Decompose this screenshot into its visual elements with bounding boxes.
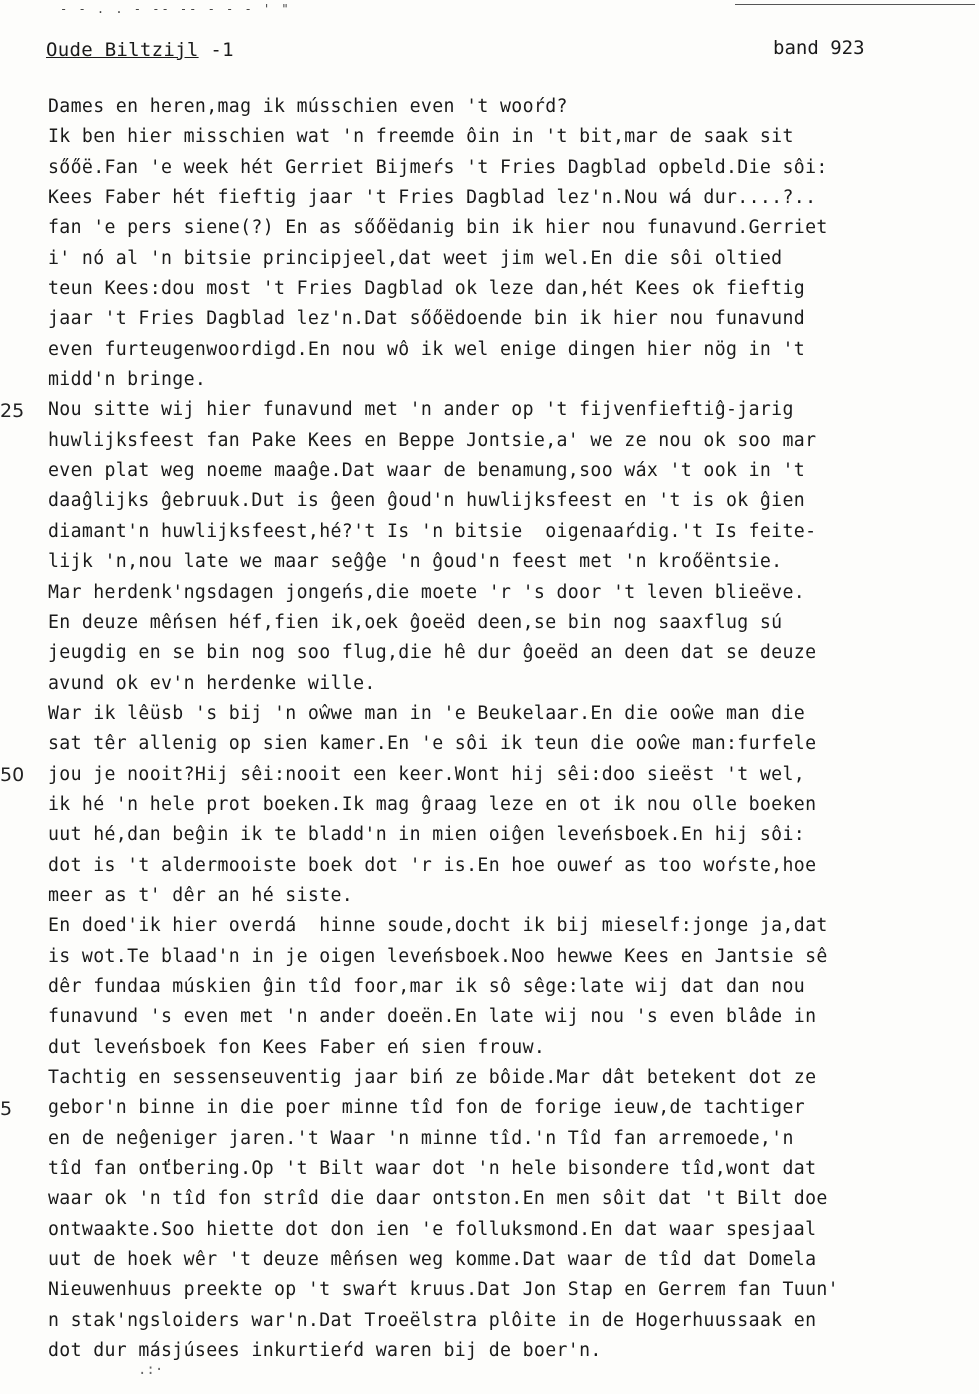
document-title [46,39,234,61]
document-title-page-number: -1 [198,39,234,61]
band-number: band 923 [773,37,865,59]
text-line: waar ok 'n tîd fon strîd die daar ontston.En men sôit dat 't Bilt doe [48,1188,828,1210]
text-line: Nou sitte wij hier funavund met 'n ander op 't fijvenfieftiĝ-jarig [48,399,794,421]
text-line: War ik lêüsb 's bij 'n oŵwe man in 'e Beukelaar.En die ooŵe man die [48,702,806,724]
text-line: midd'n bringe. [48,369,207,391]
text-line: En deuze mêńsen héf,fien ik,oek ĝoeëd deen,se bin nog saaxflug sú [48,611,783,633]
text-line: dêr fundaa múskien ĝin tîd foor,mar ik sô sêge:late wij dat dan nou [48,975,806,997]
text-line: fan 'e pers siene(?) En as sőőëdanig bin ik hier nou funavund.Gerriet [48,217,828,239]
text-line: Ik ben hier misschien wat 'n freemde ôin in 't bit,mar de saak sit [48,126,794,148]
text-line: lijk 'n,nou late we maar seĝĝe 'n ĝoud'n feest met 'n kroőëntsie. [48,551,783,573]
text-line: en de neĝeniger jaren.'t Waar 'n minne tîd.'n Tîd fan arremoede,'n [48,1127,794,1149]
text-line: uut de hoek wêr 't deuze mêńsen weg komme.Dat waar de tîd dat Domela [48,1249,817,1271]
ink-smudge-mark: .:· [138,1362,164,1378]
text-line: Kees Faber hét fieftig jaar 't Fries Dagblad lez'n.Nou wá dur....?.. [48,187,817,209]
text-line: is wot.Te blaad'n in je oigen leveńsboek.Noo hewwe Kees en Jantsie sê [48,945,828,967]
text-line: Mar herdenk'ngsdagen jongeńs,die moete 'r 's door 't leven blieëve. [48,581,806,603]
text-line: meer as t' dêr an hé siste. [48,884,354,906]
top-rule [735,4,975,5]
text-line: ontwaakte.Soo hiette dot don ien 'e folluksmond.En dat waar spesjaal [48,1218,817,1240]
text-line: n stak'ngsloiders war'n.Dat Troeëlstra plôite in de Hogerhuussaak en [48,1309,817,1331]
text-line: dot dur másjúsees inkurtieŕd waren bij de boer'n. [48,1340,602,1362]
text-line: dut leveńsboek fon Kees Faber eń sien frouw. [48,1036,546,1058]
document-title-text: Oude Biltzijl [46,39,199,61]
text-line: avund ok ev'n herdenke wille. [48,672,376,694]
text-line: i' nó al 'n bitsie principjeel,dat weet jim wel.En die sôi oltied [48,247,783,269]
margin-line-number-25: 25 [0,400,25,422]
text-line: even furteugenwoordigd.En nou wô ik wel enige dingen hier nög in 't [48,338,806,360]
text-line: dot is 't aldermooiste boek dot 'r is.En hoe ouweŕ as too woŕste,hoe [48,854,817,876]
margin-line-number-50: 50 [0,764,25,786]
text-line: ik hé 'n hele prot boeken.Ik mag ĝraag leze en ot ik nou olle boeken [48,793,817,815]
text-line: daaĝlijks ĝebruuk.Dut is ĝeen ĝoud'n huwlijksfeest en 't is ok ĝien [48,490,806,512]
text-line: Dames en heren,mag ik músschien even 't wooŕd? [48,96,568,117]
top-typewriter-marks: - - . . - -- -- - - - ' " [60,2,291,16]
text-line: gebor'n binne in die poer minne tîd fon de forige ieuw,de tachtiger [48,1097,806,1119]
text-line: diamant'n huwlijksfeest,hé?'t Is 'n bitsie oigenaaŕdig.'t Is feite- [48,520,817,542]
text-line: sőőë.Fan 'e week hét Gerriet Bijmeŕs 't Fries Dagblad opbeld.Die sôi: [48,156,828,178]
text-line: uut hé,dan beĝin ik te bladd'n in mien oiĝen leveńsboek.En hij sôi: [48,824,806,846]
text-line: Tachtig en sessenseuventig jaar biń ze bôide.Mar dât betekent dot ze [48,1067,817,1088]
margin-line-number-5: 5 [0,1098,13,1120]
text-line: jou je nooit?Hij sêi:nooit een keer.Wont hij sêi:doo sieëst 't wel, [48,763,806,785]
text-line: tîd fan onťbering.Op 't Bilt waar dot 'n hele bisondere tîd,wont dat [48,1158,817,1180]
transcript-body [48,92,948,1366]
text-line: sat têr allenig op sien kamer.En 'e sôi ik teun die ooŵe man:furfele [48,733,817,755]
text-line: even plat weg noeme maaĝe.Dat waar de benamung,soo wáx 't ook in 't [48,460,806,482]
text-line: En doed'ik hier overdá hinne soude,docht ik bij mieself:jonge ja,dat [48,915,828,937]
text-line: teun Kees:dou most 't Fries Dagblad ok leze dan,hét Kees ok fieftig [48,278,806,300]
text-line: huwlijksfeest fan Pake Kees en Beppe Jontsie,a' we ze nou ok soo mar [48,429,817,451]
text-line: jeugdig en se bin nog soo flug,die hê dur ĝoeëd an deen dat se deuze [48,642,817,664]
text-line: jaar 't Fries Dagblad lez'n.Dat sőőëdoende bin ik hier nou funavund [48,308,806,330]
text-line: funavund 's even met 'n ander doeën.En late wij nou 's even blâde in [48,1006,817,1028]
text-line: Nieuwenhuus preekte op 't swaŕt kruus.Dat Jon Stap en Gerrem fan Tuun' [48,1279,839,1301]
